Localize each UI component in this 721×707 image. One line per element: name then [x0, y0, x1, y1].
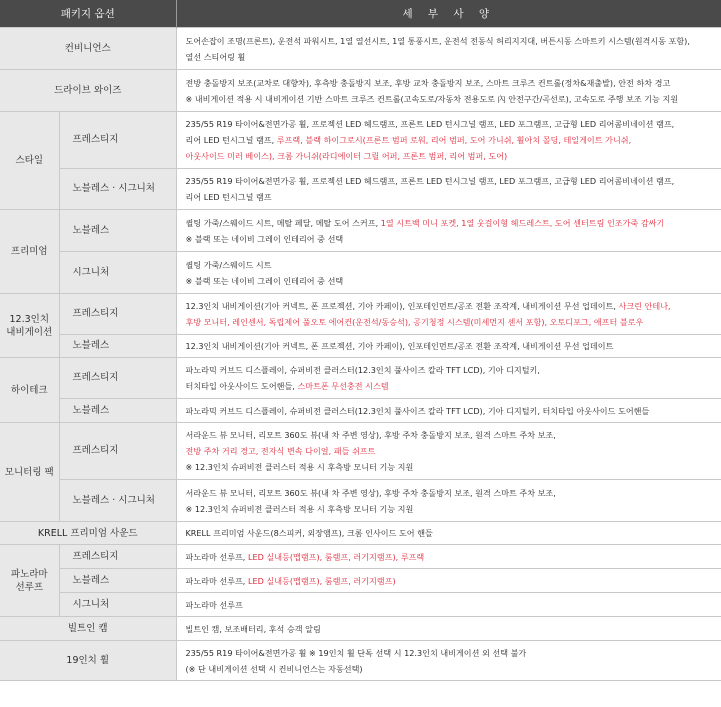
category-panorama-line2: 선루프	[15, 581, 44, 593]
row-builtin-cam	[0, 617, 721, 641]
spec-line	[186, 459, 716, 475]
trim-prestige: 프레스티지	[59, 423, 176, 480]
trim-prestige: 프레스티지	[59, 112, 176, 169]
category-krell: KRELL 프리미엄 사운드	[0, 522, 176, 545]
spec-text: 파노라마 선루프	[185, 599, 243, 610]
spec-style-prestige	[176, 112, 721, 169]
spec-line	[186, 314, 716, 330]
header-spec: 세 부 사 양	[176, 0, 721, 28]
spec-line	[186, 549, 716, 565]
spec-premium-noblesse	[176, 210, 721, 252]
spec-line	[186, 573, 716, 589]
row-panorama-prestige	[0, 545, 721, 569]
highlight-text: 후방 모니터, 레인센서, 독립제어 풀오토 에어컨(운전석/동승석), 공기청정 시스템(미세먼지 센서 포함), 오토디포그, 애프터 블로우	[185, 317, 644, 327]
spec-text: KRELL 프리미엄 사운드(8스피커, 외장앰프), 크롬 인사이드 도어 핸들	[185, 528, 433, 538]
category-wheel19: 19인치 휠	[0, 641, 176, 681]
row-style-noblesse-signature	[0, 169, 721, 210]
highlight-text: 전방 주차 거리 경고, 전자식 변속 다이얼, 패들 쉬프트	[185, 446, 376, 456]
spec-krell	[176, 522, 721, 545]
spec-line	[186, 298, 716, 314]
spec-line	[186, 362, 716, 378]
spec-text: 파노라마 선루프,	[185, 575, 248, 586]
category-drivewise: 드라이브 와이즈	[0, 70, 176, 112]
row-navi-noblesse	[0, 335, 721, 358]
spec-text: ※ 블랙 또는 네이비 그레이 인테리어 중 선택	[185, 275, 344, 286]
trim-prestige: 프레스티지	[59, 294, 176, 335]
trim-prestige: 프레스티지	[59, 545, 176, 569]
row-hitech-noblesse	[0, 399, 721, 423]
spec-hitech-prestige	[176, 358, 721, 399]
spec-text: ※ 블랙 또는 네이비 그레이 인테리어 중 선택	[185, 233, 344, 244]
category-navi-line1: 12.3인치	[9, 313, 49, 325]
spec-line	[186, 116, 716, 132]
spec-line	[186, 597, 716, 613]
category-monitoring: 모니터링 팩	[0, 423, 59, 522]
spec-monitoring-prestige	[176, 423, 721, 480]
spec-text: 235/55 R19 타이어&전면가공 휠 ※ 19인치 휠 단독 선택 시 12.3인치 내비게이션 외 선택 불가	[185, 647, 527, 658]
highlight-text: LED 실내등(맵램프), 룸램프, 러기지램프), 루프랙	[247, 551, 425, 562]
highlight-text: LED 실내등(맵램프), 룸램프, 러기지램프)	[247, 575, 396, 586]
spec-text: ※ 내비게이션 적용 시 내비게이션 기반 스마트 크루즈 컨트롤(고속도로/자동차 전용도로 內 안전구간/곡선로), 고속도로 주행 보조 기능 지원	[185, 93, 679, 104]
spec-line	[186, 501, 716, 517]
spec-text: 12.3인치 내비게이션(기아 커넥트, 폰 프로젝션, 기아 카페이), 인포테인먼트/공조 전환 조작계, 내비게이션 무선 업데이트,	[185, 301, 619, 311]
spec-line	[186, 525, 716, 541]
spec-wheel19	[176, 641, 721, 681]
spec-line	[186, 273, 716, 289]
spec-line	[186, 215, 716, 231]
spec-convenience	[176, 28, 721, 70]
highlight-text: 루프랙, 블랙 하이그로시(프론트 범퍼 로워, 리어 범퍼, 도어 가니쉬, 휠아치 몰딩, 테일게이트 가니쉬,	[276, 135, 632, 145]
spec-line	[186, 443, 716, 459]
row-drivewise	[0, 70, 721, 112]
spec-text: 도어손잡이 조명(프론트), 운전석 파워시트, 1열 열선시트, 1열 통풍시트, 운전석 전동식 허리지지대, 버튼시동 스마트키 시스템(원격시동 포함),	[185, 35, 690, 46]
spec-text: 퀼팅 가죽/스웨이드 시트, 메탈 페달, 메탈 도어 스커프,	[185, 217, 381, 228]
row-panorama-noblesse	[0, 569, 721, 593]
trim-noblesse: 노블레스	[59, 569, 176, 593]
spec-line	[186, 33, 716, 49]
trim-noblesse: 노블레스	[59, 335, 176, 358]
category-style: 스타일	[0, 112, 59, 210]
spec-text: 터치타입 아웃사이드 도어핸들,	[185, 381, 298, 391]
table-header-row	[0, 0, 721, 28]
trim-noblesse: 노블레스	[59, 210, 176, 252]
spec-navi-prestige	[176, 294, 721, 335]
spec-text: 열선 스티어링 휠	[185, 51, 246, 62]
spec-text: 서라운드 뷰 모니터, 리모트 360도 뷰(내 차 주변 영상), 후방 주차 충돌방지 보조, 원격 스마트 주차 보조,	[185, 430, 556, 440]
category-hitech: 하이테크	[0, 358, 59, 423]
row-style-prestige	[0, 112, 721, 169]
spec-text: 서라운드 뷰 모니터, 리모트 360도 뷰(내 차 주변 영상), 후방 주차 충돌방지 보조, 원격 스마트 주차 보조,	[185, 487, 556, 498]
highlight-text: 아웃사이드 미러 베이스), 크롬 가니쉬(라디에이터 그릴 어퍼, 프론트 범퍼, 리어 범퍼, 도어)	[185, 151, 508, 161]
row-hitech-prestige	[0, 358, 721, 399]
trim-signature: 시그니처	[59, 252, 176, 294]
category-builtin-cam: 빌트인 캠	[0, 617, 176, 641]
spec-line	[186, 49, 716, 65]
spec-panorama-noblesse	[176, 569, 721, 593]
spec-text: ※ 12.3인치 슈퍼비전 클러스터 적용 시 후측방 모니터 기능 지원	[185, 462, 414, 472]
spec-line	[186, 338, 716, 354]
spec-navi-noblesse	[176, 335, 721, 358]
spec-line	[186, 403, 716, 419]
spec-line	[186, 132, 716, 148]
category-navi-line2: 내비게이션	[6, 326, 53, 338]
spec-text: 리어 LED 턴시그널 램프,	[185, 135, 277, 145]
trim-noblesse-signature: 노블레스 · 시그니처	[59, 480, 176, 522]
spec-line	[186, 231, 716, 247]
spec-line	[186, 645, 716, 661]
spec-line	[186, 485, 716, 501]
spec-line	[186, 621, 716, 637]
trim-noblesse-signature: 노블레스 · 시그니처	[59, 169, 176, 210]
row-navi-prestige	[0, 294, 721, 335]
spec-line	[186, 173, 716, 189]
row-monitoring-prestige	[0, 423, 721, 480]
row-monitoring-noblesse-signature	[0, 480, 721, 522]
spec-line	[186, 427, 716, 443]
category-panorama	[0, 545, 59, 617]
spec-builtin-cam	[176, 617, 721, 641]
category-premium: 프리미엄	[0, 210, 59, 294]
spec-text: 전방 충돌방지 보조(교차로 대향차), 후측방 충돌방지 보조, 후방 교차 충돌방지 보조, 스마트 크루즈 컨트롤(정차&재출발), 안전 하차 경고	[185, 77, 671, 88]
highlight-text: 스마트폰 무선충전 시스템	[297, 381, 389, 391]
header-package-option: 패키지 옵션	[0, 0, 176, 28]
spec-line	[186, 91, 716, 107]
row-convenience	[0, 28, 721, 70]
spec-text: 파노라믹 커브드 디스플레이, 슈퍼비전 클러스터(12.3인치 풀사이즈 칼라 TFT LCD), 기아 디지털키,	[185, 365, 540, 375]
spec-text: ※ 12.3인치 슈퍼비전 클러스터 적용 시 후측방 모니터 기능 지원	[185, 503, 414, 514]
spec-text: 퀼팅 가죽/스웨이드 시트	[185, 259, 272, 270]
spec-drivewise	[176, 70, 721, 112]
highlight-text: 1열 시트백 미니 포켓, 1열 웃걸이형 헤드레스트, 도어 센터트림 인조가죽 감싸기	[380, 217, 665, 228]
spec-text: 파노라마 선루프,	[185, 551, 248, 562]
trim-noblesse: 노블레스	[59, 399, 176, 423]
row-premium-signature	[0, 252, 721, 294]
row-krell	[0, 522, 721, 545]
row-premium-noblesse	[0, 210, 721, 252]
row-panorama-signature	[0, 593, 721, 617]
spec-text: 235/55 R19 타이어&전면가공 휠, 프로젝션 LED 헤드램프, 프론트 LED 턴시그널 램프, LED 포그램프, 고급형 LED 리어콤비네이션 램프,	[185, 176, 675, 186]
spec-panorama-signature	[176, 593, 721, 617]
spec-line	[186, 75, 716, 91]
spec-line	[186, 661, 716, 677]
row-wheel19	[0, 641, 721, 681]
spec-text: 12.3인치 내비게이션(기아 커넥트, 폰 프로젝션, 기아 카페이), 인포테인먼트/공조 전환 조작계, 내비게이션 무선 업데이트	[185, 341, 614, 351]
highlight-text: 사크린 안테나,	[618, 301, 671, 311]
category-navi	[0, 294, 59, 358]
spec-premium-signature	[176, 252, 721, 294]
spec-text: 파노라믹 커브드 디스플레이, 슈퍼비전 클러스터(12.3인치 풀사이즈 칼라 TFT LCD), 기아 디지털키, 터치타입 아웃사이드 도어핸들	[185, 405, 650, 416]
spec-line	[186, 189, 716, 205]
spec-line	[186, 148, 716, 164]
spec-monitoring-noblesse-signature	[176, 480, 721, 522]
spec-text: 235/55 R19 타이어&전면가공 휠, 프로젝션 LED 헤드램프, 프론트 LED 턴시그널 램프, LED 포그램프, 고급형 LED 리어콤비네이션 램프,	[185, 119, 675, 129]
spec-text: (※ 단 내비게이션 선택 시 컨비니언스는 자동선택)	[185, 663, 363, 674]
spec-text: 빌트인 캠, 보조배터리, 후석 승객 알림	[185, 623, 321, 634]
spec-line	[186, 257, 716, 273]
spec-hitech-noblesse	[176, 399, 721, 423]
spec-style-noblesse-signature	[176, 169, 721, 210]
spec-line	[186, 378, 716, 394]
spec-panorama-prestige	[176, 545, 721, 569]
trim-prestige: 프레스티지	[59, 358, 176, 399]
spec-text: 리어 LED 턴시그널 램프	[185, 192, 272, 202]
trim-signature: 시그니처	[59, 593, 176, 617]
category-panorama-line1: 파노라마	[10, 568, 48, 580]
category-convenience: 컨비니언스	[0, 28, 176, 70]
